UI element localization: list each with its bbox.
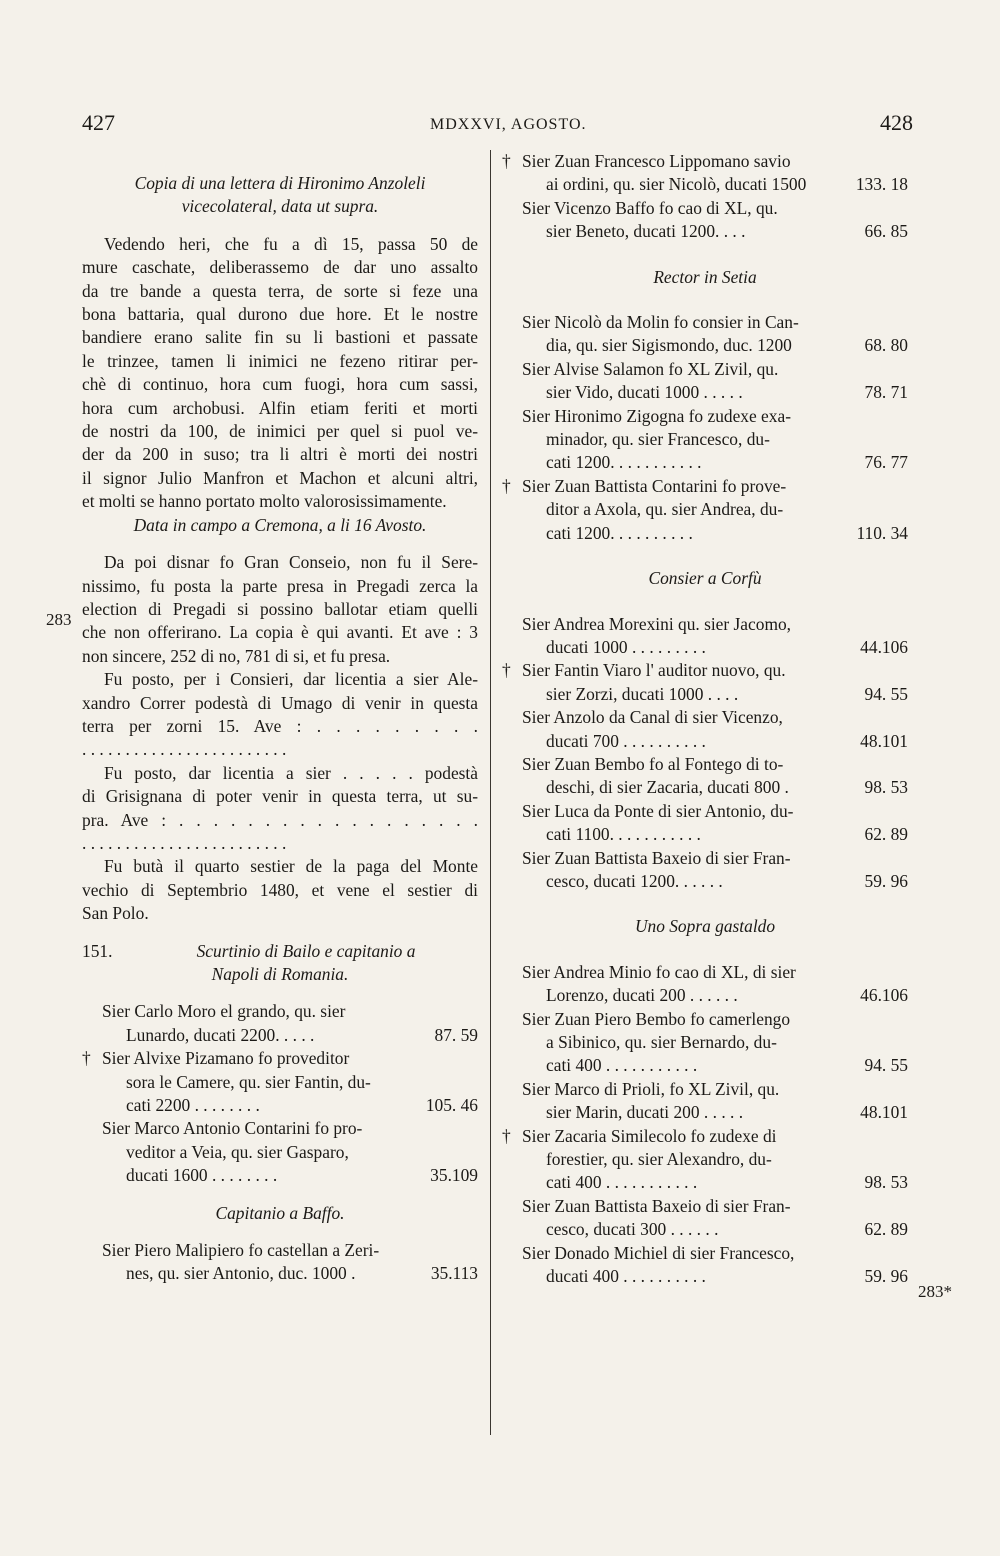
ballot-value: 87. 59 bbox=[434, 1024, 478, 1045]
heading-setia: Rector in Setia bbox=[653, 266, 757, 287]
text-line: che non offerirano. La copia è qui avanti. Et ave : 3 bbox=[82, 622, 478, 643]
ballot-entry-line: Sier Luca da Ponte di sier Antonio, du- bbox=[522, 800, 794, 821]
text-line: vechio di Septembrio 1480, et vene el sestier di bbox=[82, 879, 478, 900]
ballot-entry-line: Sier Vicenzo Baffo fo cao di XL, qu. bbox=[522, 197, 778, 218]
ballot-entry-result bbox=[502, 1054, 908, 1077]
ballot-entry bbox=[502, 1242, 908, 1289]
running-title: MDXXVI, AGOSTO. bbox=[430, 116, 587, 133]
ballot-entry-result bbox=[502, 984, 908, 1007]
section-title-cont: Napoli di Romania. bbox=[211, 964, 349, 984]
text-line: et molti se hanno portato molto valorosissimamente. bbox=[82, 491, 447, 512]
ballot-entry-result bbox=[502, 451, 908, 474]
ballot-entry-line: Sier Zuan Battista Baxeio di sier Fran- bbox=[522, 847, 791, 868]
ballot-entry-result bbox=[502, 870, 908, 893]
ballot-entry bbox=[502, 197, 908, 244]
ballot-entry-line: a Sibinico, qu. sier Bernardo, du- bbox=[546, 1032, 777, 1052]
text-line: bandiere erano salite fin su li bastioni et passate bbox=[82, 327, 478, 348]
ballot-entry-line: Sier Donado Michiel di sier Francesco, bbox=[522, 1242, 795, 1263]
ballot-entry-line: Sier Zuan Piero Bembo fo camerlengo bbox=[522, 1008, 791, 1029]
ballot-entry bbox=[502, 706, 908, 753]
heading-gastaldo: Uno Sopra gastaldo bbox=[634, 916, 776, 937]
ballot-value: 62. 89 bbox=[864, 1219, 908, 1240]
ballot-list-continued bbox=[502, 150, 908, 244]
text-line: Da poi disnar fo Gran Conseio, non fu il Sere- bbox=[104, 552, 478, 573]
text-line: . . . . . . . . . . . . . . . . . . . . . . . . bbox=[82, 832, 287, 853]
ballot-value: 59. 96 bbox=[864, 1266, 908, 1287]
right-page-number: 428 bbox=[880, 110, 913, 135]
ballot-entry-line: Sier Carlo Moro el grando, qu. sier bbox=[102, 1001, 346, 1022]
text-line: San Polo. bbox=[82, 903, 149, 924]
ballot-value: 105. 46 bbox=[425, 1095, 478, 1116]
ballot-value: 110. 34 bbox=[856, 522, 908, 543]
ballot-entry-line: Lorenzo, ducati 200 . . . . . . bbox=[546, 985, 738, 1006]
ballot-value: 35.109 bbox=[430, 1165, 478, 1186]
ballot-entry-line: cati 1200. . . . . . . . . . bbox=[546, 522, 693, 543]
ballot-entry-line: veditor a Veia, qu. sier Gasparo, bbox=[126, 1141, 349, 1162]
ballot-value: 98. 53 bbox=[864, 1172, 908, 1193]
sub-heading-baffo: Capitanio a Baffo. bbox=[215, 1202, 345, 1223]
ballot-entry bbox=[502, 150, 908, 197]
ballot-entry bbox=[502, 659, 908, 706]
ballot-entry bbox=[502, 475, 908, 545]
dateline: Data in campo a Cremona, a li 16 Avosto. bbox=[133, 514, 427, 535]
ballot-list-corfu bbox=[502, 613, 908, 894]
ballot-entry-line: sier Zorzi, ducati 1000 . . . . bbox=[546, 683, 739, 704]
ballot-entry bbox=[502, 1125, 908, 1195]
council-paragraph bbox=[82, 551, 478, 668]
ballot-entry-line: Sier Nicolò da Molin fo consier in Can- bbox=[522, 312, 799, 333]
ballot-entry-result bbox=[82, 1024, 478, 1047]
ballot-entry-line: Sier Fantin Viaro l' auditor nuovo, qu. bbox=[522, 660, 786, 681]
ballot-value: 94. 55 bbox=[864, 1055, 908, 1076]
ballot-list-gastaldo bbox=[502, 961, 908, 1289]
ballot-entry-line: Sier Piero Malipiero fo castellan a Zeri- bbox=[102, 1240, 380, 1261]
ballot-entry-result bbox=[502, 636, 908, 659]
ballot-entry-line: sora le Camere, qu. sier Fantin, du- bbox=[126, 1071, 371, 1092]
ballot-entry-line: ducati 1600 . . . . . . . . bbox=[126, 1165, 278, 1186]
ballot-entry bbox=[502, 1078, 908, 1125]
text-line: . . . . . . . . . . . . . . . . . . . . . . . . bbox=[82, 739, 287, 760]
margin-number-left: 283 bbox=[46, 610, 72, 629]
dagger-mark: † bbox=[502, 151, 511, 171]
ballot-entry-line: ducati 1000 . . . . . . . . . bbox=[546, 636, 706, 657]
ballot-entry-line: Sier Andrea Morexini qu. sier Jacomo, bbox=[522, 613, 792, 634]
letter-body bbox=[82, 233, 478, 514]
ballot-entry-line: Sier Zuan Francesco Lippomano savio bbox=[522, 151, 791, 171]
monte-paragraph bbox=[82, 855, 478, 925]
ballot-entry-line: cati 400 . . . . . . . . . . . bbox=[546, 1055, 698, 1076]
text-line: non sincere, 252 di no, 781 di si, et fu presa. bbox=[82, 645, 391, 666]
ballot-entry-line: Sier Zuan Battista Baxeio di sier Fran- bbox=[522, 1195, 791, 1216]
ballot-entry-line: Sier Marco Antonio Contarini fo pro- bbox=[102, 1118, 363, 1139]
ballot-entry bbox=[502, 613, 908, 660]
ballot-entry bbox=[502, 800, 908, 847]
right-column bbox=[502, 150, 908, 1288]
letter-title: Copia di una lettera di Hironimo Anzoleli bbox=[134, 173, 426, 193]
ballot-entry bbox=[502, 405, 908, 475]
dagger-mark: † bbox=[502, 475, 511, 496]
ballot-entry bbox=[82, 1117, 478, 1187]
letter-title-cont: vicecolateral, data ut supra. bbox=[181, 196, 379, 217]
dagger-mark: † bbox=[502, 1125, 511, 1146]
left-column bbox=[82, 150, 478, 1286]
ballot-entry-line: sier Beneto, ducati 1200. . . . bbox=[546, 221, 746, 242]
text-line: bona battaria, qual durono due hore. Et le nostre bbox=[82, 304, 478, 325]
column-divider bbox=[490, 150, 491, 1435]
text-line: pra. Ave : . . . . . . . . . . . . . . . . . . bbox=[82, 809, 478, 830]
ballot-entry-line: Sier Zuan Battista Contarini fo prove- bbox=[522, 475, 787, 496]
dagger-mark: † bbox=[82, 1048, 91, 1069]
text-line: Vedendo heri, che fu a dì 15, passa 50 de bbox=[104, 233, 478, 254]
margin-number-right: 283* bbox=[918, 1282, 952, 1301]
text-line: Fu butà il quarto sestier de la paga del Monte bbox=[104, 856, 478, 877]
section-title: Scurtinio di Bailo e capitanio a bbox=[196, 940, 416, 961]
ballot-entry-result bbox=[502, 1218, 908, 1241]
heading-corfu: Consier a Corfù bbox=[648, 568, 762, 589]
text-line: terra per zorni 15. Ave : . . . . . . . . . bbox=[82, 715, 478, 736]
ballot-entry-result bbox=[502, 730, 908, 753]
ballot-entry-line: sier Vido, ducati 1000 . . . . . bbox=[546, 382, 743, 403]
ballot-entry-line: cati 1100. . . . . . . . . . . bbox=[546, 824, 701, 845]
ballot-entry bbox=[502, 961, 908, 1008]
left-page-number: 427 bbox=[82, 110, 115, 135]
ballot-entry-line: cati 2200 . . . . . . . . bbox=[126, 1095, 260, 1116]
ballot-entry bbox=[502, 1008, 908, 1078]
ballot-value: 62. 89 bbox=[864, 824, 908, 845]
ballot-value: 94. 55 bbox=[864, 683, 908, 704]
ballot-entry-line: Sier Zacaria Similecolo fo zudexe di bbox=[522, 1125, 777, 1146]
ballot-entry bbox=[502, 847, 908, 894]
ballot-entry-result bbox=[82, 1164, 478, 1187]
ballot-value: 48.101 bbox=[860, 730, 908, 751]
dagger-mark: † bbox=[502, 660, 511, 681]
ballot-entry bbox=[502, 311, 908, 358]
ballot-entry-line: Sier Alvise Salamon fo XL Zivil, qu. bbox=[522, 358, 779, 379]
text-line: der da 200 in suso; tra li altri è morti dei nostri bbox=[82, 444, 478, 465]
ballot-entry-line: minador, qu. sier Francesco, du- bbox=[546, 429, 770, 450]
ballot-entry-line: cati 1200. . . . . . . . . . . bbox=[546, 452, 702, 473]
ballot-value: 48.101 bbox=[860, 1102, 908, 1123]
ballot-entry-line: Sier Andrea Minio fo cao di XL, di sier bbox=[522, 961, 796, 982]
ballot-value: 59. 96 bbox=[864, 870, 908, 891]
ballot-entry-line: sier Marin, ducati 200 . . . . . bbox=[546, 1102, 744, 1123]
ballot-value: 78. 71 bbox=[864, 382, 908, 403]
ballot-entry-result bbox=[502, 173, 908, 196]
ballot-entry-result bbox=[502, 1171, 908, 1194]
section-heading bbox=[82, 940, 478, 963]
ballot-entry-line: deschi, di sier Zacaria, ducati 800 . bbox=[546, 777, 789, 798]
ballot-value: 44.106 bbox=[860, 636, 908, 657]
text-line: de nostri da 100, de inimici per quel si puol ve- bbox=[82, 421, 478, 442]
text-line: di Grisignana di poter venir in questa terra, ut su- bbox=[82, 786, 478, 807]
ballot-entry bbox=[502, 358, 908, 405]
ballot-entry-line: cesco, ducati 300 . . . . . . bbox=[546, 1219, 719, 1240]
ballot-entry-result bbox=[502, 776, 908, 799]
ballot-entry-result bbox=[502, 220, 908, 243]
ballot-entry-line: Sier Anzolo da Canal di sier Vicenzo, bbox=[522, 707, 783, 728]
ballot-entry-line: forestier, qu. sier Alexandro, du- bbox=[546, 1149, 772, 1170]
ballot-value: 35.113 bbox=[430, 1263, 478, 1284]
ballot-entry-line: Sier Zuan Bembo fo al Fontego di to- bbox=[522, 753, 784, 774]
section-number: 151. bbox=[82, 940, 113, 961]
ballot-entry-result bbox=[502, 823, 908, 846]
text-line: chè di continuo, hora cum fuogi, hora cum sassi, bbox=[82, 374, 478, 395]
ballot-entry-result bbox=[502, 683, 908, 706]
text-line: nissimo, fu posta la parte presa in Pregadi zerca la bbox=[82, 575, 478, 596]
ballot-entry-result bbox=[502, 1265, 908, 1288]
ballot-entry-line: ducati 400 . . . . . . . . . . bbox=[546, 1266, 706, 1287]
ballot-entry bbox=[502, 1195, 908, 1242]
ballot-entry-line: Sier Alvixe Pizamano fo proveditor bbox=[102, 1048, 350, 1069]
ballot-list-bailo bbox=[82, 1000, 478, 1187]
ballot-entry bbox=[502, 753, 908, 800]
ballot-entry-line: ditor a Axola, qu. sier Andrea, du- bbox=[546, 499, 784, 520]
text-line: Fu posto, dar licentia a sier . . . . . podestà bbox=[104, 762, 478, 783]
ballot-value: 46.106 bbox=[860, 985, 908, 1006]
ballot-value: 133. 18 bbox=[855, 174, 908, 195]
ballot-entry-line: Sier Hironimo Zigogna fo zudexe exa- bbox=[522, 405, 791, 426]
ballot-list-setia bbox=[502, 311, 908, 545]
licence-paragraph-1 bbox=[82, 668, 478, 762]
ballot-value: 66. 85 bbox=[864, 221, 908, 242]
ballot-entry bbox=[82, 1047, 478, 1117]
ballot-entry-line: cati 400 . . . . . . . . . . . bbox=[546, 1172, 698, 1193]
ballot-value: 68. 80 bbox=[864, 335, 908, 356]
ballot-value: 98. 53 bbox=[864, 777, 908, 798]
ballot-entry-result bbox=[82, 1094, 478, 1117]
ballot-entry-line: ducati 700 . . . . . . . . . . bbox=[546, 730, 706, 751]
ballot-entry-line: nes, qu. sier Antonio, duc. 1000 . bbox=[126, 1263, 356, 1284]
ballot-entry-result bbox=[82, 1262, 478, 1285]
text-line: mure caschate, deliberassemo de dar uno assalto bbox=[82, 257, 478, 278]
text-line: da tre bande a questa terra, de sorte si feze una bbox=[82, 280, 478, 301]
text-line: xandro Correr podestà di Umago di venir in questa bbox=[82, 692, 478, 713]
text-line: il signor Julio Manfron et Machon et alcuni altri, bbox=[82, 467, 478, 488]
ballot-entry bbox=[82, 1000, 478, 1047]
ballot-entry-line: cesco, ducati 1200. . . . . . bbox=[546, 870, 723, 891]
ballot-entry-line: Sier Marco di Prioli, fo XL Zivil, qu. bbox=[522, 1078, 780, 1099]
ballot-entry-result bbox=[502, 334, 908, 357]
ballot-entry-result bbox=[502, 1101, 908, 1124]
ballot-entry-result bbox=[502, 381, 908, 404]
text-line: le trinzee, tamen li inimici ne fezeno ritirar per- bbox=[82, 350, 478, 371]
ballot-entry-result bbox=[502, 522, 908, 545]
text-line: hora cum archobusi. Alfin etiam feriti et morti bbox=[82, 397, 478, 418]
ballot-entry-line: dia, qu. sier Sigismondo, duc. 1200 bbox=[546, 335, 792, 356]
ballot-value: 76. 77 bbox=[864, 452, 908, 473]
ballot-entry-line: Lunardo, ducati 2200. . . . . bbox=[126, 1024, 315, 1045]
text-line: election di Pregadi si possino ballotar etiam quelli bbox=[82, 598, 478, 619]
text-line: Fu posto, per i Consieri, dar licentia a sier Ale- bbox=[104, 669, 478, 690]
licence-paragraph-2 bbox=[82, 762, 478, 856]
ballot-entry-line: ai ordini, qu. sier Nicolò, ducati 1500 bbox=[546, 174, 807, 195]
